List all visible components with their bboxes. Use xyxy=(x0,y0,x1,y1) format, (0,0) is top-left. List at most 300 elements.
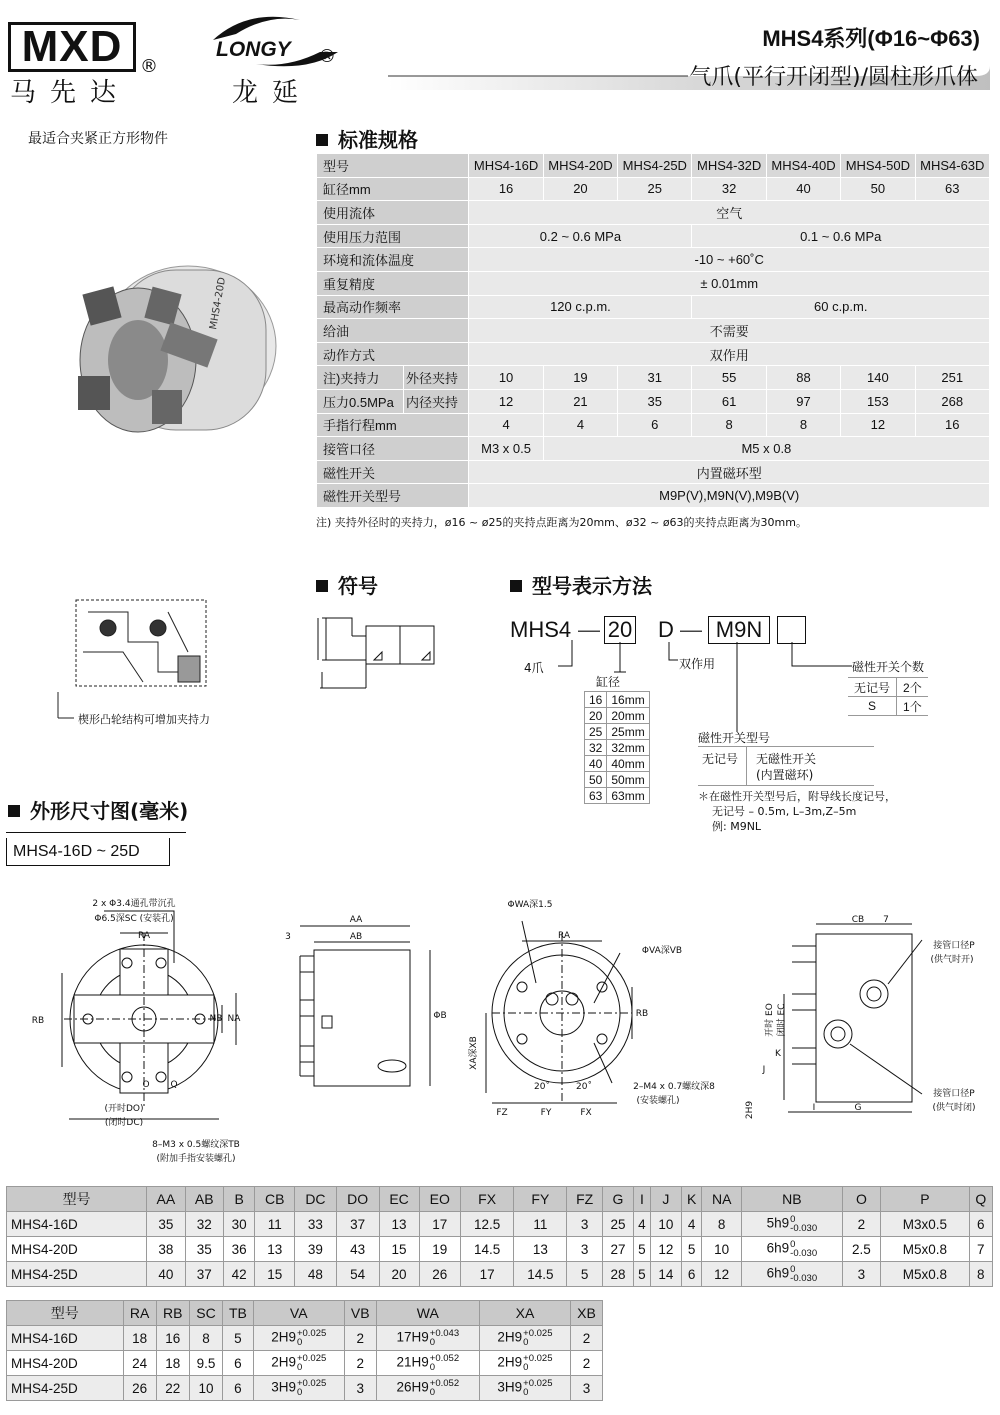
table-cell: 48 xyxy=(295,1262,336,1287)
spec-cell: 25 xyxy=(618,177,692,201)
table-cell: 5 xyxy=(567,1262,602,1287)
mxd-reg-mark: ® xyxy=(140,56,158,77)
switch-model-label: 磁性开关型号 xyxy=(698,731,771,745)
spec-label: 磁性开关 xyxy=(317,460,469,484)
spec-section-title: 标准规格 xyxy=(316,124,418,153)
spec-cell: 32 xyxy=(692,177,766,201)
model-code-dash: — xyxy=(680,617,702,642)
spec-row-force-outer xyxy=(317,366,990,390)
table-cell xyxy=(253,1351,344,1376)
spec-cell: MHS4-32D xyxy=(692,154,766,178)
table-cell xyxy=(376,1326,479,1351)
table-row xyxy=(7,1237,993,1262)
model-code-title: 型号表示方法 xyxy=(510,570,652,599)
tolerance-upper: +0.025 xyxy=(296,1328,327,1339)
tolerance-lower: 0 xyxy=(523,1362,529,1373)
drawing-label: 开时 EO xyxy=(765,1003,775,1037)
column-header: I xyxy=(634,1187,651,1212)
table-cell xyxy=(253,1326,344,1351)
drawing-label: J xyxy=(762,1065,766,1075)
model-code-dash: — xyxy=(578,617,600,642)
tolerance-limits xyxy=(523,1329,552,1347)
drawing-label: CB xyxy=(851,915,865,925)
mechanism-caption: 楔形凸轮结构可增加夹持力 xyxy=(78,713,210,726)
spec-cell: 88 xyxy=(766,366,840,390)
tolerance-upper: +0.025 xyxy=(523,1328,553,1339)
side-view-drawing xyxy=(282,910,452,1100)
table-cell: 4 xyxy=(634,1212,651,1237)
table-cell: 2.5 xyxy=(842,1237,881,1262)
table-cell: 17 xyxy=(460,1262,513,1287)
table-cell xyxy=(742,1212,842,1237)
bore-size: 20mm xyxy=(607,708,649,724)
spec-row-lube xyxy=(317,319,990,343)
table-cell: 13 xyxy=(514,1237,567,1262)
tolerance-upper: 0 xyxy=(790,1239,796,1250)
table-cell: 4 xyxy=(682,1212,702,1237)
rear-view-drawing xyxy=(462,893,732,1118)
column-header: RA xyxy=(123,1301,156,1326)
table-cell: 20 xyxy=(379,1262,419,1287)
tolerance-base: 3H9 xyxy=(271,1379,296,1395)
column-header: EC xyxy=(379,1187,419,1212)
table-cell: 11 xyxy=(255,1212,295,1237)
column-header: 型号 xyxy=(7,1187,147,1212)
spec-cell: 双作用 xyxy=(469,342,990,366)
table-cell: 15 xyxy=(379,1237,419,1262)
count-value: 2个 xyxy=(897,678,928,697)
spec-row-switch xyxy=(317,460,990,484)
spec-cell: 内置磁环型 xyxy=(469,460,990,484)
drawing-label: K xyxy=(775,1049,781,1059)
drawing-label: AA xyxy=(349,915,363,925)
table-cell: 7 xyxy=(969,1237,992,1262)
table-cell: 5 xyxy=(223,1326,254,1351)
table-cell: MHS4-16D xyxy=(7,1212,147,1237)
table-cell xyxy=(479,1326,570,1351)
spec-label: 注)夹持力 xyxy=(317,366,404,390)
table-cell: MHS4-25D xyxy=(7,1262,147,1287)
spec-cell: 251 xyxy=(915,366,989,390)
port-view-drawing xyxy=(742,910,992,1135)
drawing-label: 3 xyxy=(285,932,291,942)
tolerance-upper: +0.025 xyxy=(296,1378,327,1389)
table-cell: 13 xyxy=(379,1212,419,1237)
column-header: G xyxy=(602,1187,633,1212)
table-cell: MHS4-20D xyxy=(7,1351,124,1376)
dims-table-1 xyxy=(6,1186,993,1287)
drawing-label: RB xyxy=(31,1016,45,1026)
table-cell: 9.5 xyxy=(189,1351,222,1376)
spec-cell: 16 xyxy=(469,177,543,201)
spec-cell: M9P(V),M9N(V),M9B(V) xyxy=(469,484,990,508)
switch-footnote: 无记号 – 0.5m, L–3m,Z–5m xyxy=(712,805,857,818)
tolerance-lower: 0 xyxy=(429,1362,436,1373)
drawing-label: NB xyxy=(209,1014,223,1024)
column-header: WA xyxy=(376,1301,479,1326)
column-header: O xyxy=(842,1187,881,1212)
drawing-label: 8–M3 x 0.5螺纹深TB xyxy=(152,1140,240,1150)
mxd-logo: MXD xyxy=(8,22,136,72)
switch-model-table xyxy=(698,746,874,786)
bore-size: 25mm xyxy=(607,724,649,740)
table-cell: 35 xyxy=(185,1237,223,1262)
bore-size: 32mm xyxy=(607,740,649,756)
spec-cell: MHS4-25D xyxy=(618,154,692,178)
table-cell: 43 xyxy=(336,1237,379,1262)
spec-cell: ± 0.01mm xyxy=(469,271,990,295)
spec-cell: 153 xyxy=(841,389,915,413)
table-cell: 36 xyxy=(223,1237,254,1262)
drawing-label: FX xyxy=(580,1108,592,1118)
table-row xyxy=(7,1351,603,1376)
spec-row-fluid xyxy=(317,201,990,225)
drawing-label: ΦVA深VB xyxy=(641,946,683,956)
column-header: DO xyxy=(336,1187,379,1212)
table-cell: 26 xyxy=(123,1376,156,1401)
spec-cell: 4 xyxy=(543,413,617,437)
table-cell: 6 xyxy=(223,1351,254,1376)
product-photo xyxy=(56,250,286,465)
bore-size: 50mm xyxy=(607,772,649,788)
spec-cell: 6 xyxy=(618,413,692,437)
tolerance-limits xyxy=(790,1215,817,1233)
tolerance-limits xyxy=(430,1354,459,1372)
table-cell xyxy=(742,1237,842,1262)
spec-label: 使用压力范围 xyxy=(317,224,469,248)
table-cell: MHS4-16D xyxy=(7,1326,124,1351)
tolerance-base: 26H9 xyxy=(396,1379,429,1395)
tolerance-upper: +0.025 xyxy=(523,1353,553,1364)
spec-label: 重复精度 xyxy=(317,271,469,295)
switch-none-desc2: (内置磁环) xyxy=(756,768,814,782)
bore-code: 50 xyxy=(585,772,607,788)
spec-cell: 8 xyxy=(692,413,766,437)
spec-label: 最高动作频率 xyxy=(317,295,469,319)
switch-count-table xyxy=(848,677,928,716)
spec-row-action xyxy=(317,342,990,366)
spec-cell: 268 xyxy=(915,389,989,413)
spec-label: 磁性开关型号 xyxy=(317,484,469,508)
table-cell: 42 xyxy=(223,1262,254,1287)
table-cell: 37 xyxy=(336,1212,379,1237)
table-cell: 37 xyxy=(185,1262,223,1287)
tolerance-lower: -0.030 xyxy=(790,1223,818,1234)
bore-table xyxy=(584,691,650,804)
spec-cell: 21 xyxy=(543,389,617,413)
tolerance-limits xyxy=(297,1354,326,1372)
drawing-label: I xyxy=(812,1103,816,1113)
mechanism-drawing xyxy=(68,592,218,692)
symbol-section-title: 符号 xyxy=(316,570,378,599)
spec-cell: 120 c.p.m. xyxy=(469,295,692,319)
table-cell: 28 xyxy=(602,1262,633,1287)
spec-cell: 8 xyxy=(766,413,840,437)
spec-cell: 19 xyxy=(543,366,617,390)
table-cell: 17 xyxy=(419,1212,460,1237)
column-header: DC xyxy=(295,1187,336,1212)
tolerance-lower: -0.030 xyxy=(790,1248,818,1259)
spec-label: 压力0.5MPa xyxy=(317,389,404,413)
table-cell: 12 xyxy=(650,1237,681,1262)
jaw-label: 4爪 xyxy=(524,661,544,675)
drawing-label: ΦB xyxy=(433,1011,447,1021)
tolerance-upper: +0.043 xyxy=(429,1328,460,1339)
drawing-label: RB xyxy=(635,1009,649,1019)
switch-none-desc: 无磁性开关 xyxy=(756,752,817,766)
spec-cell: M3 x 0.5 xyxy=(469,437,543,461)
table-cell: 6 xyxy=(969,1212,992,1237)
spec-cell: MHS4-63D xyxy=(915,154,989,178)
spec-label: 外径夹持 xyxy=(403,366,468,390)
drawing-label: 2H9 xyxy=(745,1100,755,1120)
bore-size: 16mm xyxy=(607,692,649,708)
spec-label: 型号 xyxy=(317,154,469,178)
spec-cell: 20 xyxy=(543,177,617,201)
table-cell: 18 xyxy=(123,1326,156,1351)
tolerance-base: 2H9 xyxy=(271,1354,296,1370)
table-cell: M5x0.8 xyxy=(881,1237,969,1262)
table-cell: 14.5 xyxy=(460,1237,513,1262)
table-cell: 14 xyxy=(650,1262,681,1287)
drawing-label: 2–M4 x 0.7螺纹深8 xyxy=(633,1082,715,1092)
longy-wordmark: LONGY xyxy=(216,38,291,61)
column-header: Q xyxy=(969,1187,992,1212)
table-cell: M3x0.5 xyxy=(881,1212,969,1237)
drawing-label: (供气时闭) xyxy=(932,1103,976,1113)
drawing-label: 2 x Φ3.4通孔带沉孔 xyxy=(92,899,176,909)
dims-range-label: MHS4-16D ~ 25D xyxy=(6,838,170,866)
table-cell: MHS4-25D xyxy=(7,1376,124,1401)
drawing-label: (闭时DC) xyxy=(104,1118,144,1128)
drawing-label: O xyxy=(142,1080,150,1090)
tolerance-lower: -0.030 xyxy=(790,1273,818,1284)
table-cell: 24 xyxy=(123,1351,156,1376)
tolerance-limits xyxy=(790,1240,817,1258)
column-header: XB xyxy=(570,1301,602,1326)
table-cell: 2 xyxy=(344,1326,376,1351)
dims-section-title: 外形尺寸图(毫米) xyxy=(8,795,188,824)
tolerance-limits xyxy=(523,1379,552,1397)
drawing-label: 接管口径P xyxy=(933,941,975,951)
spec-cell: 16 xyxy=(915,413,989,437)
spec-cell: 63 xyxy=(915,177,989,201)
pneumatic-symbol xyxy=(312,610,440,694)
table-cell: 8 xyxy=(969,1262,992,1287)
table-cell: 35 xyxy=(147,1212,185,1237)
table-row xyxy=(7,1212,993,1237)
switch-code-box: M9N xyxy=(708,616,770,644)
spec-label: 内径夹持 xyxy=(403,389,468,413)
table-cell: 27 xyxy=(602,1237,633,1262)
table-row xyxy=(7,1376,603,1401)
bore-size: 40mm xyxy=(607,756,649,772)
spec-row-model xyxy=(317,154,990,178)
table-row xyxy=(7,1262,993,1287)
table-cell: 5 xyxy=(634,1237,651,1262)
bore-code: 20 xyxy=(585,708,607,724)
spec-cell: -10 ~ +60˚C xyxy=(469,248,990,272)
table-cell xyxy=(376,1376,479,1401)
spec-cell: MHS4-20D xyxy=(543,154,617,178)
table-cell xyxy=(479,1376,570,1401)
mxd-cn-name: 马先达 xyxy=(10,78,131,108)
count-value: 1个 xyxy=(897,697,928,716)
column-header: 型号 xyxy=(7,1301,124,1326)
bore-label: 缸径 xyxy=(596,675,621,689)
drawing-label: FZ xyxy=(496,1108,508,1118)
tolerance-base: 5h9 xyxy=(766,1215,790,1231)
table-cell: 8 xyxy=(702,1212,742,1237)
tolerance-lower: 0 xyxy=(523,1337,529,1348)
tolerance-base: 2H9 xyxy=(497,1329,523,1345)
spec-table xyxy=(316,153,990,508)
table-cell xyxy=(376,1351,479,1376)
tolerance-lower: 0 xyxy=(296,1387,303,1398)
spec-row-freq xyxy=(317,295,990,319)
tolerance-limits xyxy=(297,1329,326,1347)
spec-cell: 0.1 ~ 0.6 MPa xyxy=(692,224,990,248)
column-header: FZ xyxy=(567,1187,602,1212)
column-header: RB xyxy=(156,1301,189,1326)
table-header-row xyxy=(7,1187,993,1212)
column-header: B xyxy=(223,1187,254,1212)
tolerance-base: 3H9 xyxy=(497,1379,523,1395)
bore-code-box: 20 xyxy=(604,616,636,644)
dims-table-2 xyxy=(6,1300,603,1401)
column-header: K xyxy=(682,1187,702,1212)
table-cell: 10 xyxy=(189,1376,222,1401)
table-cell: 2 xyxy=(344,1351,376,1376)
spec-row-stroke xyxy=(317,413,990,437)
spec-cell: 50 xyxy=(841,177,915,201)
table-cell: 12 xyxy=(702,1262,742,1287)
spec-cell: 12 xyxy=(841,413,915,437)
drawing-label: (安装螺孔) xyxy=(636,1096,680,1106)
tolerance-upper: 0 xyxy=(790,1214,796,1225)
spec-label: 环境和流体温度 xyxy=(317,248,469,272)
column-header: FX xyxy=(460,1187,513,1212)
tolerance-lower: 0 xyxy=(429,1387,436,1398)
switch-footnote: 例: M9NL xyxy=(712,820,762,833)
spec-label: 手指行程mm xyxy=(317,413,469,437)
spec-row-temp xyxy=(317,248,990,272)
bore-size: 63mm xyxy=(607,788,649,804)
tolerance-lower: 0 xyxy=(296,1362,303,1373)
bore-code: 32 xyxy=(585,740,607,756)
table-cell: 11 xyxy=(514,1212,567,1237)
table-cell: 22 xyxy=(156,1376,189,1401)
table-cell: 3 xyxy=(570,1376,602,1401)
table-header-row xyxy=(7,1301,603,1326)
drawing-label: FY xyxy=(540,1108,552,1118)
drawing-label: XA深XB xyxy=(469,1036,479,1070)
model-code-prefix: MHS4 xyxy=(510,617,572,642)
table-cell: 15 xyxy=(255,1262,295,1287)
table-cell: 30 xyxy=(223,1212,254,1237)
tolerance-upper: +0.025 xyxy=(523,1378,553,1389)
intro-text: 最适合夹紧正方形物件 xyxy=(28,131,168,147)
table-cell: 2 xyxy=(842,1212,881,1237)
count-code: 无记号 xyxy=(854,680,891,695)
spec-row-force-inner xyxy=(317,389,990,413)
action-code: D xyxy=(658,617,674,642)
bore-code: 63 xyxy=(585,788,607,804)
drawing-label: NA xyxy=(227,1014,241,1024)
action-label: 双作用 xyxy=(679,657,716,671)
tolerance-base: 21H9 xyxy=(396,1354,429,1370)
tolerance-base: 17H9 xyxy=(396,1329,429,1345)
tolerance-limits xyxy=(430,1329,459,1347)
count-code: S xyxy=(848,697,897,716)
table-cell: 12.5 xyxy=(460,1212,513,1237)
spec-cell: 不需要 xyxy=(469,319,990,343)
drawing-label: 接管口径P xyxy=(933,1089,975,1099)
spec-cell: 12 xyxy=(469,389,543,413)
spec-row-bore xyxy=(317,177,990,201)
column-header: J xyxy=(650,1187,681,1212)
column-header: FY xyxy=(514,1187,567,1212)
spec-cell: M5 x 0.8 xyxy=(543,437,989,461)
drawing-label: (开时DO) xyxy=(104,1104,144,1114)
table-cell: 5 xyxy=(682,1237,702,1262)
spec-footnote: 注) 夹持外径时的夹持力，ø16 ~ ø25的夹持点距离为20mm、ø32 ~ ø63的夹持点距离为30mm。 xyxy=(316,516,807,529)
drawing-label: 7 xyxy=(883,915,889,925)
drawing-label: G xyxy=(854,1103,862,1113)
column-header: AB xyxy=(185,1187,223,1212)
table-cell: 54 xyxy=(336,1262,379,1287)
table-cell: 2 xyxy=(570,1351,602,1376)
bore-code: 25 xyxy=(585,724,607,740)
tolerance-limits xyxy=(297,1379,326,1397)
table-cell: 3 xyxy=(842,1262,881,1287)
drawing-label: Q xyxy=(170,1080,178,1090)
column-header: CB xyxy=(255,1187,295,1212)
tolerance-lower: 0 xyxy=(429,1337,436,1348)
table-cell: 3 xyxy=(344,1376,376,1401)
spec-cell: 97 xyxy=(766,389,840,413)
drawing-label: 20˚ xyxy=(534,1082,550,1092)
column-header: XA xyxy=(479,1301,570,1326)
table-cell: 19 xyxy=(419,1237,460,1262)
table-cell: MHS4-20D xyxy=(7,1237,147,1262)
drawing-label: ΦWA深1.5 xyxy=(507,900,553,910)
switch-footnote: ＊在磁性开关型号后，附导线长度记号， xyxy=(698,790,896,803)
front-view-drawing xyxy=(24,893,274,1163)
spec-cell: 55 xyxy=(692,366,766,390)
column-header: EO xyxy=(419,1187,460,1212)
spec-cell: 140 xyxy=(841,366,915,390)
tolerance-base: 2H9 xyxy=(497,1354,523,1370)
column-header: SC xyxy=(189,1301,222,1326)
table-row xyxy=(7,1326,603,1351)
table-cell: 32 xyxy=(185,1212,223,1237)
spec-label: 动作方式 xyxy=(317,342,469,366)
longy-cn-name: 龙延 xyxy=(232,78,313,108)
table-cell: 8 xyxy=(189,1326,222,1351)
column-header: NA xyxy=(702,1187,742,1212)
table-cell: 26 xyxy=(419,1262,460,1287)
table-cell: 6 xyxy=(682,1262,702,1287)
table-cell: 10 xyxy=(650,1212,681,1237)
spec-row-repeat xyxy=(317,271,990,295)
table-cell: 39 xyxy=(295,1237,336,1262)
spec-cell: 4 xyxy=(469,413,543,437)
tolerance-base: 6h9 xyxy=(766,1265,790,1281)
product-subtitle: 气爪(平行开闭型)/圆柱形爪体 xyxy=(689,65,978,90)
drawing-label: (供气时开) xyxy=(930,955,974,965)
drawing-label: 20˚ xyxy=(576,1082,592,1092)
